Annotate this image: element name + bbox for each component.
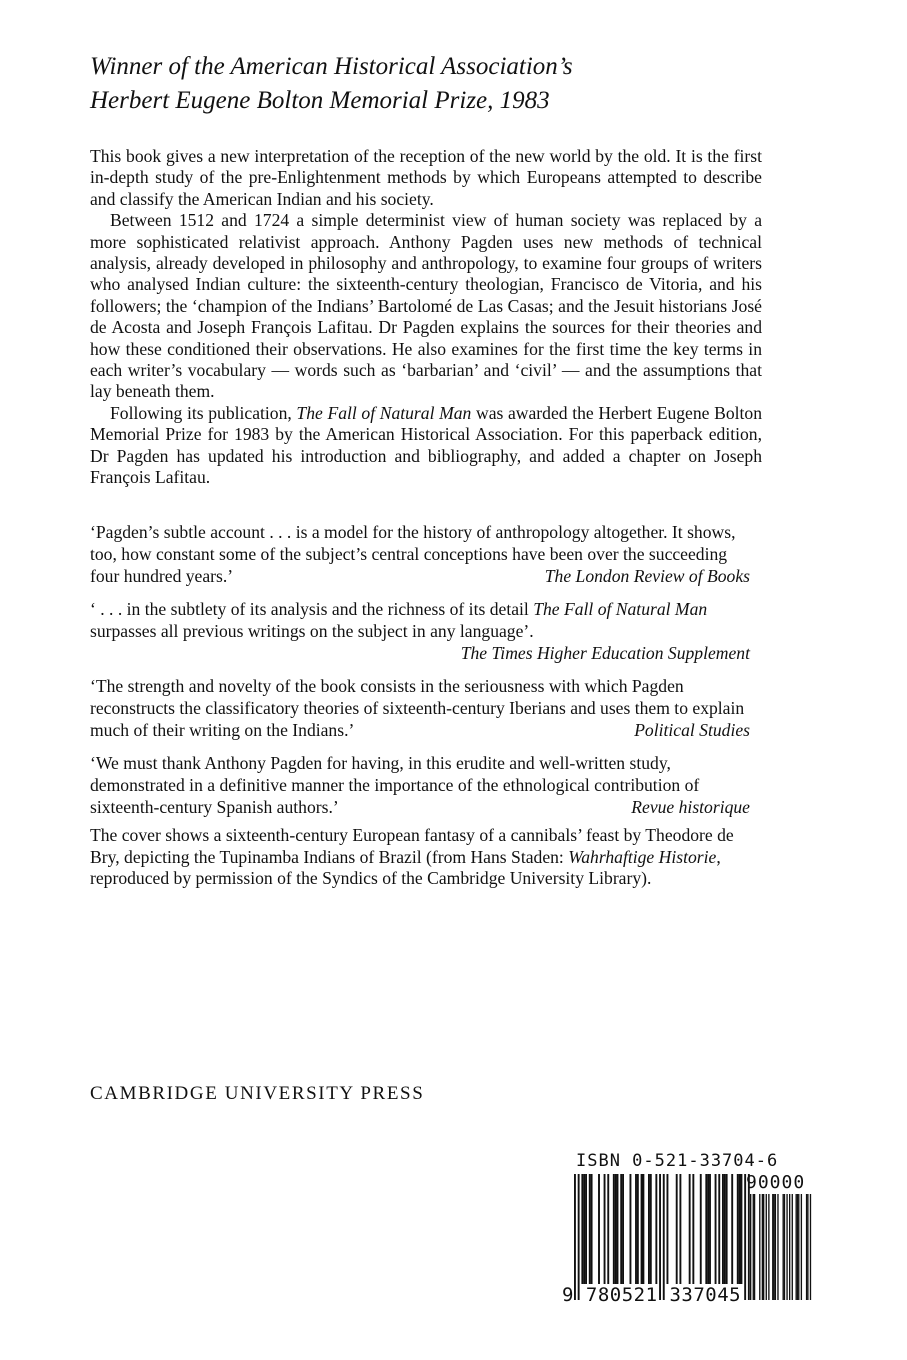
barcode-bar (648, 1174, 650, 1284)
barcode-addon-bar (772, 1194, 773, 1300)
barcode-bar (585, 1174, 587, 1284)
isbn-label: ISBN 0-521-33704-6 (576, 1151, 779, 1171)
barcode-bar (718, 1174, 720, 1284)
barcode-bar (659, 1174, 661, 1300)
barcode-bar (581, 1174, 583, 1284)
barcode-addon-bar (798, 1194, 799, 1300)
barcode-bar (739, 1174, 741, 1284)
barcode-bar (598, 1174, 600, 1284)
barcode-bar (617, 1174, 619, 1284)
barcode-addon-bar (773, 1194, 774, 1300)
barcode-bar (726, 1174, 728, 1284)
prize-heading (90, 50, 790, 118)
barcode-addon-bar (762, 1194, 763, 1300)
barcode-addon-bar (786, 1194, 787, 1300)
barcode-bar (679, 1174, 681, 1284)
barcode-bar (574, 1174, 576, 1300)
barcode-addon-bar (768, 1194, 769, 1300)
quote-source: Political Studies (634, 720, 750, 740)
description-paragraph-3-end: was awarded the Herbert Eugene Bolton Memorial Prize for 1983 by the American Historical Association. For this paperback edition, Dr Pagden has updated his introduction and bibliography, and added a chapter on Joseph François Lafitau. (90, 402, 762, 488)
review-quotes (90, 521, 750, 829)
review-quote (90, 752, 750, 818)
barcode-bar (589, 1174, 591, 1284)
barcode-addon-bar (754, 1194, 755, 1300)
review-quote (90, 675, 750, 741)
barcode-addon-bar (775, 1194, 776, 1300)
barcode-bar (622, 1174, 624, 1284)
barcode-addon-bar (792, 1194, 793, 1300)
quote-source: The Times Higher Education Supplement (460, 643, 750, 663)
barcode-bar (709, 1174, 711, 1284)
barcode-bar (620, 1174, 622, 1284)
barcode-addon-bar (777, 1194, 778, 1300)
barcode-bar (692, 1174, 694, 1284)
review-quote (90, 598, 750, 664)
barcode-bar (715, 1174, 717, 1284)
barcode-bar (667, 1174, 669, 1284)
review-quote (90, 521, 750, 587)
barcode-bar (635, 1174, 637, 1284)
barcode-addon-bar (763, 1194, 764, 1300)
barcode-bar (650, 1174, 652, 1284)
barcode-bar (741, 1174, 743, 1284)
quote-text-before: ‘We must thank Anthony Pagden for having, in this erudite and well-written study, demonstrated in a definitive manner the importance of the ethnological contribution of sixteenth-century Spanish authors.’ (90, 753, 700, 817)
barcode-bar (705, 1174, 707, 1284)
barcode-bar (583, 1174, 585, 1284)
quote-text-before: ‘ . . . in the subtlety of its analysis and the richness of its detail (90, 599, 534, 619)
description-paragraph-3 (90, 403, 762, 489)
prize-line-2: Herbert Eugene Bolton Memorial Prize, 1983 (90, 87, 550, 114)
barcode-bar (637, 1174, 639, 1284)
barcode-bar (722, 1174, 724, 1284)
publisher-name: CAMBRIDGE UNIVERSITY PRESS (90, 1083, 425, 1104)
barcode-bar (655, 1174, 657, 1284)
barcode-ean-digits: 9 780521 337045 (562, 1284, 742, 1306)
barcode-addon-bar (796, 1194, 797, 1300)
barcode-addon-bar (784, 1194, 785, 1300)
barcode-bar (641, 1174, 643, 1284)
barcode-addon-bar (810, 1194, 811, 1300)
barcode-addon-bar (750, 1194, 751, 1300)
cover-illustration-note (90, 825, 740, 890)
barcode-bar (613, 1174, 615, 1284)
barcode-addon-bar (783, 1194, 784, 1300)
book-title-italic: The Fall of Natural Man (296, 402, 472, 423)
barcode-bar (591, 1174, 593, 1284)
description-paragraph-2: Between 1512 and 1724 a simple determinist view of human society was replaced by a more sophisticated relativist approach. Anthony Pagden uses new methods of technical analysis, already developed in philosophy and anthropology, to examine four groups of writers who analysed Indian culture: the sixteenth-century theologian, Francisco de Vitoria, and his followers; the ‘champion of the Indians’ Bartolomé de Las Casas; and the Jesuit historians José de Acosta and Joseph François Lafitau. Dr Pagden explains the sources for their theories and how these conditioned their observations. He also examines for the first time the key terms in each writer’s vocabulary — words such as ‘barbarian’ and ‘civil’ — and the assumptions that lay beneath them. (90, 210, 762, 402)
book-description (90, 146, 762, 489)
description-paragraph-1: This book gives a new interpretation of the reception of the new world by the old. It is the first in-depth study of the pre-Enlightenment methods by which Europeans attempted to describe and classify the American Indian and his society. (90, 146, 762, 209)
cover-note-paragraph (90, 825, 740, 890)
quote-source: Revue historique (631, 797, 750, 817)
barcode-addon-bar (801, 1194, 802, 1300)
barcode-bar (630, 1174, 632, 1284)
barcode-addon-bar (766, 1194, 767, 1300)
barcode-addon-bar (807, 1194, 808, 1300)
quote-text-title: The Fall of Natural Man (533, 599, 708, 619)
barcode-addon-bar (797, 1194, 798, 1300)
quote-source: The London Review of Books (544, 566, 750, 586)
barcode-bar (737, 1174, 739, 1284)
barcode-addon-bar (806, 1194, 807, 1300)
barcode-bar (578, 1174, 580, 1300)
barcode-bar (689, 1174, 691, 1284)
quote-text-before: ‘Pagden’s subtle account . . . is a model for the history of anthropology altogether. It shows, too, how constant some of the subject’s central conceptions have been over the succeeding four hundred years.’ (90, 522, 736, 586)
prize-line-1: Winner of the American Historical Association’s (90, 53, 573, 80)
cover-note-start: The cover shows a sixteenth-century European fantasy of a cannibals’ feast by Theodore de Bry, depicting the Tupinamba Indians of Brazil (from Hans Staden: (90, 825, 734, 867)
barcode-bar (642, 1174, 644, 1284)
description-paragraph-3-start: Following its publication, (110, 402, 297, 423)
barcode-bar (607, 1174, 609, 1284)
barcode-bar (724, 1174, 726, 1284)
cover-note-end: , reproduced by permission of the Syndics of the Cambridge University Library). (90, 846, 721, 889)
barcode-addon-bar (759, 1194, 760, 1300)
barcode-bar (731, 1174, 733, 1284)
barcode-bar (663, 1174, 665, 1300)
barcode-addon-bar (753, 1194, 754, 1300)
quote-text-after: surpasses all previous writings on the subject in any language’. (90, 621, 534, 641)
barcode-bar (615, 1174, 617, 1284)
barcode-bar (700, 1174, 702, 1284)
quote-text-before: ‘The strength and novelty of the book consists in the seriousness with which Pagden reconstructs the classificatory theories of sixteenth-century Iberians and uses them to explain much of their writing on the Indians.’ (90, 676, 745, 740)
barcode-bar (604, 1174, 606, 1284)
barcode-bar (676, 1174, 678, 1284)
cover-note-title: Wahrhaftige Historie (568, 846, 717, 867)
barcode-addon-bar (789, 1194, 790, 1300)
barcode-addon-digits: 90000 (746, 1172, 806, 1193)
barcode-bar (707, 1174, 709, 1284)
